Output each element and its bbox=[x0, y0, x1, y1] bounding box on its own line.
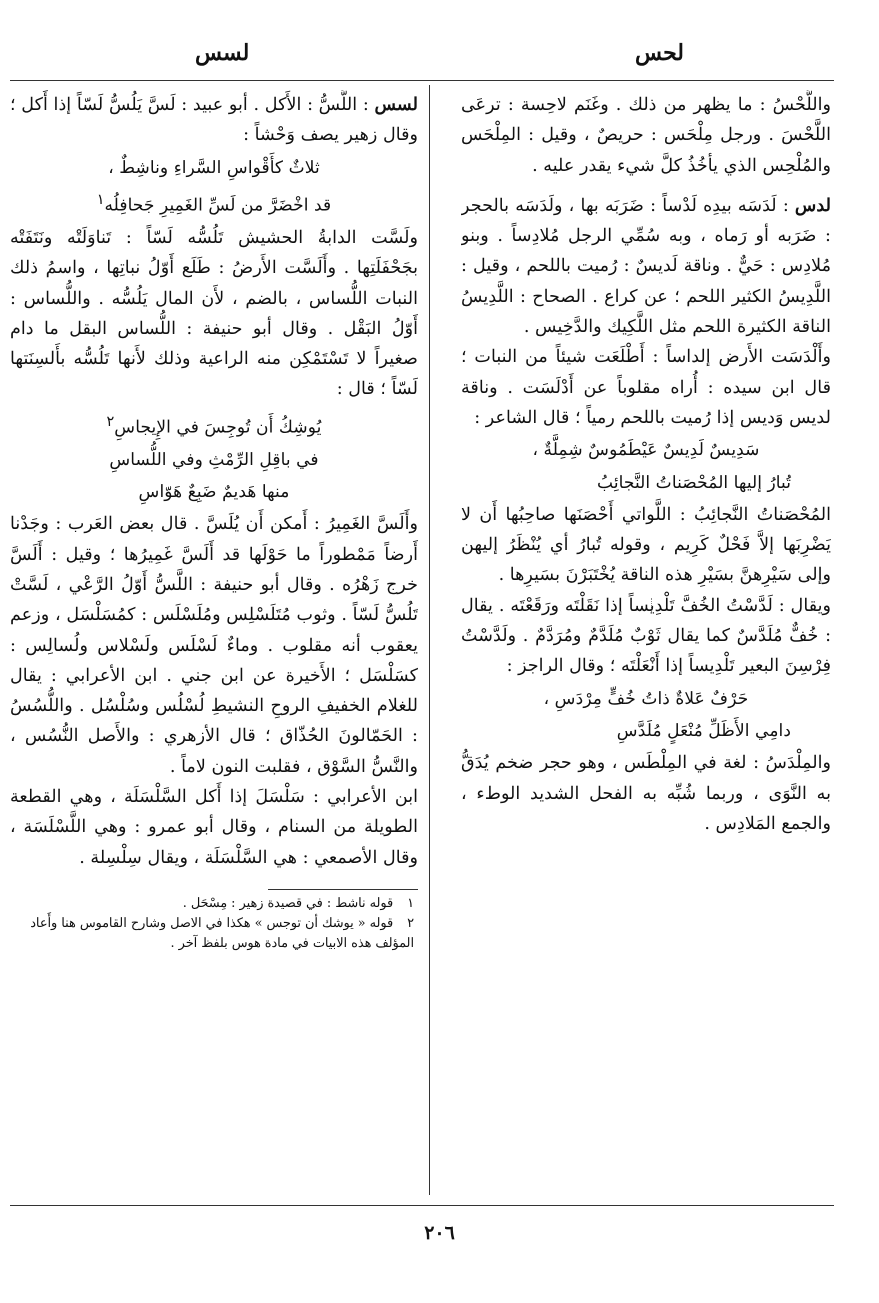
verse-line: تُبارُ إليها المُحْصَناتُ النَّجائِبُ bbox=[597, 472, 791, 493]
verse-line: ثلاثٌ كأَقْواسِ السَّراءِ وناشِطٌ ، bbox=[108, 157, 320, 178]
footnote-text: قوله ناشط : في قصيدة زهير : مِسْحَل . bbox=[182, 895, 394, 911]
page-header-right-word: لحس bbox=[635, 40, 684, 66]
headword-lads: لدس bbox=[794, 194, 831, 216]
footnote-ref: ١ bbox=[96, 191, 105, 208]
entry-lads bbox=[461, 191, 831, 342]
verse-line: حَرْفٌ عَلاةٌ ذاتُ خُفٍّ مِرْدَسِ ، bbox=[543, 688, 749, 709]
verse-text: قد اخْضَرَّ من لَسِّ الغَمِيرِ جَحافِلُه bbox=[104, 195, 332, 216]
page-number: ٢٠٦ bbox=[424, 1222, 455, 1244]
page-header-left-word: لسس bbox=[195, 40, 250, 66]
verse-line: في باقِلِ الرِّمْثِ وفي اللُّساسِ bbox=[109, 449, 319, 470]
verse-text: يُوشِكُ أَن تُوجِسَ في الإِيجاسِ bbox=[114, 417, 322, 438]
verse-line: منها هَديمٌ ضَبِعٌ هَوّاسِ bbox=[138, 482, 290, 503]
verse-line: دامِي الأَظَلِّ مُنْعَلٍ مُلَدَّسِ bbox=[616, 720, 791, 741]
header-rule bbox=[10, 80, 834, 81]
entry-lass bbox=[10, 90, 418, 151]
column-divider bbox=[429, 85, 430, 1195]
paragraph-mildas: والمِلْدَسُ : لغة في المِلْطَس ، وهو حجر ضخم يُدَقُّ به النَّوَى ، وربما شُبِّه به الفحل الشديد الوطء ، والجمع المَلادِس . bbox=[461, 753, 831, 834]
footnote-text: قوله « يوشك أن توجس » هكذا في الاصل وشارح القاموس هنا وأَعاد المؤلف هذه الابيات في مادة هوس بلفظ آخر . bbox=[30, 915, 414, 951]
headword-lass: لسس bbox=[374, 94, 418, 115]
verse-line bbox=[10, 407, 418, 443]
footnote-ref: ٢ bbox=[106, 413, 115, 430]
paragraph-aldasat: وأَلْدَسَت الأَرض إلداساً : أَطْلَعَت شيئاً من النبات ؛ قال ابن سيده : أُراه مقلوباً عن أَدْلَسَت . وناقة لديس وَديس إذا رُميت باللحم رمياً ؛ قال الشاعر : bbox=[461, 347, 831, 428]
footnote-number: ١ bbox=[407, 895, 414, 911]
paragraph-muhsanat: المُحْصَناتُ النَّجائِبُ : اللَّواتي أَحْصَنَها صاحِبُها أَن لا يَضْرِبَها إلاَّ فَحْلٌ كَرِيم ، وقوله تُبارُ أي يُنْظَرُ إليهن وإلى سَيْرِهنَّ بسَيْرِ هذه الناقة يُخْتَبَرْنَ بسَيرِها . bbox=[461, 504, 831, 586]
verse-line: سَدِيسٌ لَدِيسٌ عَيْطَمُوسٌ شِمِلَّةٌ ، bbox=[532, 440, 760, 461]
paragraph-lassat-addabba: ولَسَّت الدابةُ الحشيش تَلُسُّه لَسّاً : تَناوَلَتْه ونَتَفَتْه بجَحْفَلَتِها . وأَلَسَّت الأَرضُ : طَلَع أَوّلُ نباتِها ، واسمُ ذلك النبات اللُّساس ، بالضم ، لأَن المال يَلُسُّه . واللُّساس : أَوّلُ البَقْل . وقال أبو حنيفة : اللُّساس البقل ما دام صغيراً لا تَسْتَمْكِن منه الراعية وذلك لأَنها تَلُسُّه بأَلسِنَتها لَسّاً ؛ قال : bbox=[10, 227, 418, 400]
paragraph-salsala: ابن الأعرابي : سَلْسَلَ إذا أَكل السَّلْسَلَة ، وهي القطعة الطويلة من السنام ، وقال أبو عمرو : وهي اللَّسْلَسَة ، وقال الأصمعي : هي السَّلْسَلَة ، ويقال سِلْسِلة . bbox=[10, 787, 418, 868]
verse-line bbox=[10, 185, 418, 221]
entry-lass-text: : اللَّسُّ : الأَكل . أبو عبيد : لَسَّ يَلُسُّ لَسّاً إذا أَكل ؛ وقال زهير يصف وَحْشاً : bbox=[10, 95, 418, 146]
footer-rule bbox=[10, 1205, 834, 1206]
footnote bbox=[10, 894, 418, 914]
paragraph-ladast-alkhuff: ويقال : لَدَّسْتُ الخُفَّ تَلْدِيساً إذا نَقَلْتَه ورَقَعْتَه . يقال : خُفٌّ مُلَدَّسٌ كما يقال ثَوْبٌ مُلَدَّمٌ ومُرَدَّمٌ . ولَدَّسْتُ فِرْسِنَ البعير تَلْدِيساً إذا أَنْعَلْتَه ؛ وقال الراجز : bbox=[461, 595, 831, 677]
entry-lahs-continuation: واللَّحْسُ : ما يظهر من ذلك . وغَنَم لاحِسة : ترعَى اللَّحْسَ . ورجل مِلْحَس : حريصٌ ، وقيل : المِلْحَس والمُلْحِس الذي يأخُذُ كلَّ شيء يقدر عليه . bbox=[461, 95, 831, 176]
entry-lads-text: : لَدَسَه بيدِه لَدْساً : ضَرَبَه بها ، ولَدَسَه بالحجر : ضَرَبه أو رَماه ، وبه سُمِّي الرجل مُلادِساً . وبنو مُلادِس : حَيٌّ . وناقة لَديسٌ : رُميت باللحم ، وقيل : اللَّدِيسُ الكثير اللحم ؛ عن كراع . الصحاح : اللَّدِيسُ الناقة الكثيرة اللحم مثل اللَّكِيك والدَّخِيس . bbox=[461, 195, 831, 338]
footnote bbox=[10, 914, 418, 954]
footnote-number: ٢ bbox=[407, 915, 414, 931]
right-column bbox=[461, 90, 831, 1200]
left-column bbox=[10, 90, 418, 1200]
footnotes-rule bbox=[268, 889, 418, 890]
paragraph-alassa-alghamir: وأَلَسَّ الغَمِيرُ : أَمكن أَن يُلَسَّ . قال بعض العَرب : وجَدْنا أَرضاً مَمْطوراً ما حَوْلَها قد أَلَسَّ غَمِيرُها ؛ وقيل : أَلَسَّ خرج زَهْرُه . وقال أبو حنيفة : اللَّسُّ أَوّلُ الرَّعْي ، لَسَّتْ تَلُسُّ لَسّاً . وثوب مُتَلَسْلِس ومُلَسْلَس : كمُسَلْسَل ، وزعم يعقوب أنه مقلوب . وماءٌ لَسْلَس ولَسْلاس ولُسالِس : كسَلْسَل ؛ الأَخيرة عن ابن جني . ابن الأعرابي : يقال للغلام الخفيفِ الروحِ النشيطِ لُسْلُس وسُلْسُل . واللُّسُسُ : الحَمّالونَ الحُذّاق ؛ قال الأزهري : والأَصل النُّسُس ، والنَّسُّ السَّوْق ، فقلبت النون لاماً . bbox=[10, 514, 418, 777]
